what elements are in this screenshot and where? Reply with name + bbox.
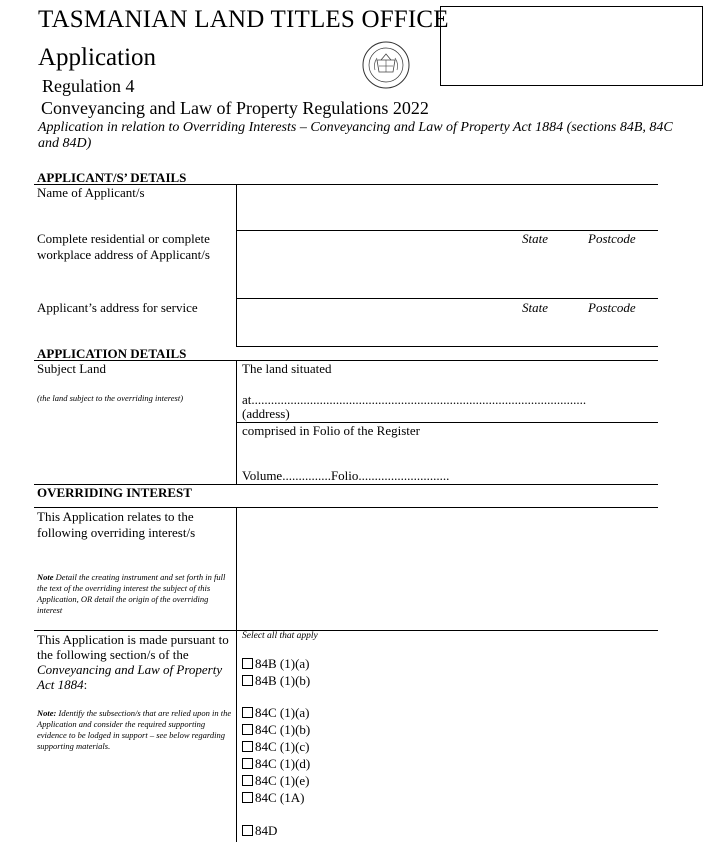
- colon: :: [83, 677, 88, 692]
- divider: [236, 346, 658, 347]
- form-title: Application: [38, 44, 157, 71]
- checkbox-label: 84C (1)(e): [255, 773, 310, 788]
- postcode-label: Postcode: [588, 300, 636, 315]
- checkbox-label: 84C (1)(a): [255, 705, 310, 720]
- application-details-heading: APPLICATION DETAILS: [37, 346, 187, 361]
- regulations-name: Conveyancing and Law of Property Regulations 2022: [41, 98, 429, 118]
- checkbox-icon[interactable]: [242, 792, 253, 803]
- divider: [34, 507, 658, 508]
- note-label: Note:: [37, 708, 57, 718]
- checkbox-84c-1b[interactable]: [242, 721, 310, 738]
- comprised-in-folio-text: comprised in Folio of the Register: [242, 423, 421, 438]
- select-all-hint: Select all that apply: [242, 631, 318, 641]
- checkbox-84b-1b[interactable]: [242, 672, 310, 689]
- checkbox-label: 84B (1)(a): [255, 656, 310, 671]
- overriding-interest-label: This Application relates to the following overriding interest/s: [37, 509, 196, 540]
- pursuant-label: [37, 632, 232, 692]
- checkbox-group-84c: [242, 704, 310, 806]
- divider: [236, 184, 237, 230]
- address-caption: (address): [242, 406, 290, 421]
- checkbox-icon[interactable]: [242, 675, 253, 686]
- overriding-interest-note: [37, 572, 233, 616]
- volume-folio-line[interactable]: Volume...............Folio............................: [242, 468, 450, 483]
- subject-land-label: Subject Land: [37, 361, 106, 376]
- address-for-service-field[interactable]: [240, 318, 656, 344]
- note-label: Note: [37, 572, 54, 582]
- overriding-interest-heading: OVERRIDING INTEREST: [37, 485, 192, 500]
- checkbox-label: 84B (1)(b): [255, 673, 311, 688]
- checkbox-icon[interactable]: [242, 775, 253, 786]
- divider: [236, 298, 658, 299]
- note-text: Identify the subsection/s that are relied upon in the Application and consider the required supporting evidence to be lodged in support – see below regarding supporting materials.: [37, 708, 232, 751]
- checkbox-label: 84C (1)(c): [255, 739, 310, 754]
- checkbox-84c-1e[interactable]: [242, 772, 310, 789]
- checkbox-icon[interactable]: [242, 707, 253, 718]
- land-situated-text: The land situated: [242, 361, 332, 376]
- checkbox-label: 84D: [255, 823, 278, 838]
- land-address-line[interactable]: at.......................................................................................................: [242, 392, 587, 407]
- applicants-heading: APPLICANT/S’ DETAILS: [37, 170, 187, 185]
- pursuant-text: This Application is made pursuant to the following section/s of the: [37, 632, 229, 662]
- regulation-number: Regulation 4: [42, 76, 135, 96]
- note-text: Detail the creating instrument and set forth in full the text of the overriding interest the subject of this Application, OR detail the origin of the overriding interest: [37, 572, 226, 615]
- checkbox-label: 84C (1)(b): [255, 722, 311, 737]
- residential-address-field[interactable]: [240, 250, 656, 296]
- postcode-label: Postcode: [588, 231, 636, 246]
- address-for-service-label: Applicant’s address for service: [37, 300, 198, 315]
- checkbox-label: 84C (1A): [255, 790, 305, 805]
- checkbox-icon[interactable]: [242, 658, 253, 669]
- checkbox-84c-1c[interactable]: [242, 738, 310, 755]
- office-title: TASMANIAN LAND TITLES OFFICE: [38, 6, 449, 33]
- form-subtitle: Application in relation to Overriding Interests – Conveyancing and Law of Property Act 1884 (sections 84B, 84C and 84D): [38, 120, 673, 151]
- checkbox-84b-1a[interactable]: [242, 655, 310, 672]
- divider: [236, 230, 237, 298]
- office-use-box: [440, 6, 703, 86]
- checkbox-group-84b: [242, 655, 310, 689]
- divider: [236, 298, 237, 346]
- state-label: State: [522, 300, 548, 315]
- checkbox-84c-1a[interactable]: [242, 704, 310, 721]
- subject-land-note: (the land subject to the overriding interest): [37, 393, 184, 403]
- checkbox-84d[interactable]: [242, 822, 277, 839]
- checkbox-icon[interactable]: [242, 758, 253, 769]
- recorder-of-titles-seal-icon: [361, 40, 411, 90]
- checkbox-84c-1a-sub[interactable]: [242, 789, 310, 806]
- overriding-interest-field[interactable]: [240, 510, 656, 626]
- residential-address-label: Complete residential or complete workplace address of Applicant/s: [37, 231, 210, 262]
- checkbox-84c-1d[interactable]: [242, 755, 310, 772]
- subsection-note: [37, 708, 233, 752]
- checkbox-icon[interactable]: [242, 724, 253, 735]
- name-of-applicants-field[interactable]: [240, 186, 656, 228]
- divider: [34, 360, 658, 361]
- act-name: Conveyancing and Law of Property Act 1884: [37, 662, 223, 692]
- name-of-applicants-label: Name of Applicant/s: [37, 185, 145, 200]
- checkbox-group-84d: [242, 822, 277, 839]
- checkbox-icon[interactable]: [242, 825, 253, 836]
- state-label: State: [522, 231, 548, 246]
- checkbox-icon[interactable]: [242, 741, 253, 752]
- checkbox-label: 84C (1)(d): [255, 756, 311, 771]
- divider: [34, 630, 658, 631]
- divider: [236, 507, 237, 842]
